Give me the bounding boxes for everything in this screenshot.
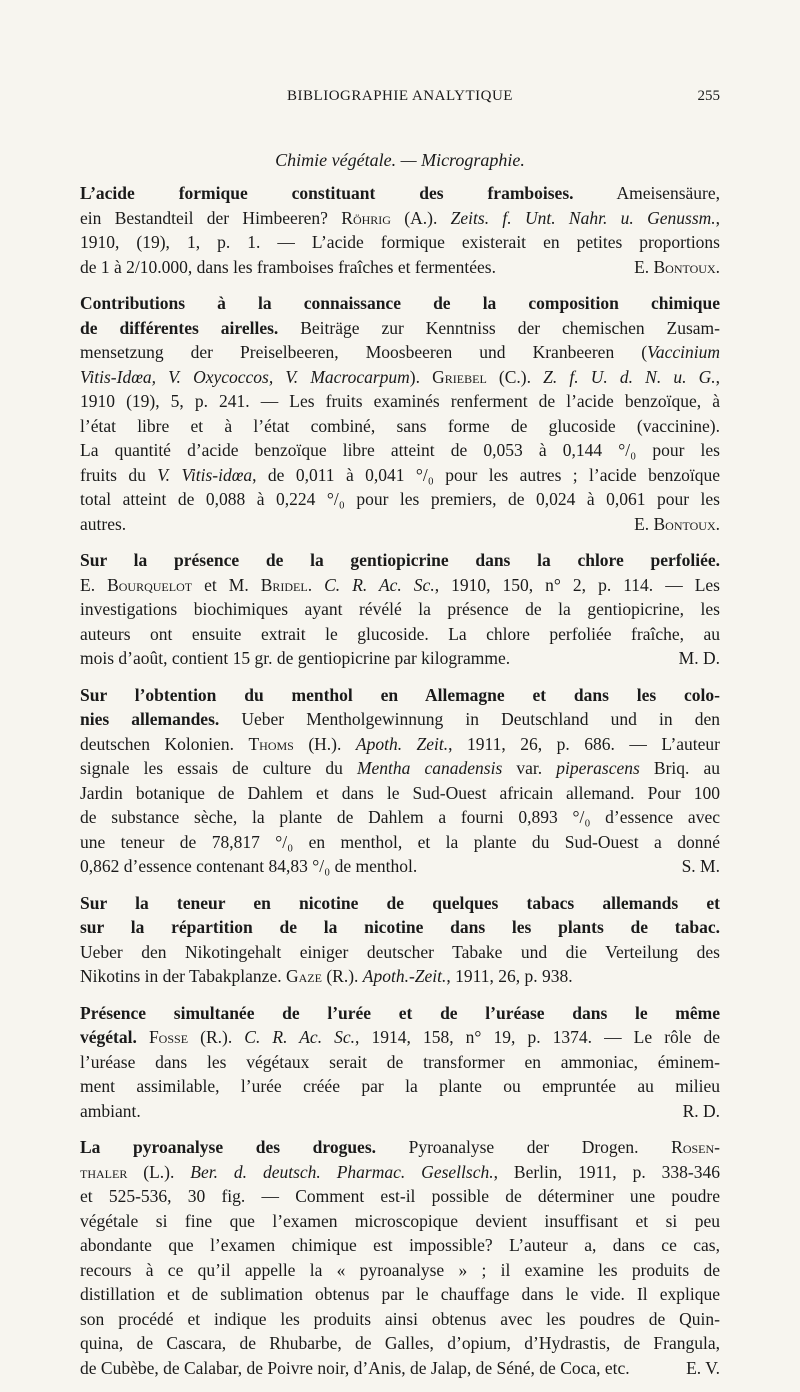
text-run: Apoth.-Zeit. bbox=[362, 966, 447, 986]
text-line bbox=[80, 1307, 720, 1332]
text-line bbox=[80, 830, 720, 855]
text-run: , 1910, 150, n° 2, p. 114. — Les bbox=[434, 574, 720, 595]
text-line bbox=[80, 206, 720, 231]
text-line bbox=[80, 964, 720, 989]
text-line bbox=[80, 389, 720, 414]
text-run bbox=[137, 1027, 149, 1047]
text-run: (C.). bbox=[486, 366, 544, 387]
text-line bbox=[80, 1160, 720, 1185]
page-header bbox=[80, 88, 720, 112]
text-run: C. R. Ac. Sc. bbox=[244, 1027, 356, 1047]
text-run: Ueber Mentholgewinnung in Deutschland und in den bbox=[219, 709, 720, 729]
text-run: (H.). bbox=[293, 733, 356, 754]
text-line bbox=[80, 181, 720, 206]
abstract-entry bbox=[80, 891, 720, 989]
text-run: ein Bestandteil der Himbeeren? bbox=[80, 207, 342, 228]
text-line bbox=[80, 854, 720, 879]
text-run: Apoth. Zeit. bbox=[355, 733, 449, 754]
author-signature: E. V. bbox=[686, 1357, 720, 1378]
text-line bbox=[80, 1099, 720, 1124]
abstract-entry bbox=[80, 683, 720, 879]
text-line bbox=[80, 438, 720, 463]
text-run: abondante que l’examen chimique est impossible? L’auteur a, dans ce cas, bbox=[80, 1235, 720, 1255]
text-run: distillation et de sublimation obtenus par le chauffage dans le vide. Il explique bbox=[80, 1284, 720, 1304]
text-line bbox=[80, 732, 720, 757]
text-run: Mentha canadensis bbox=[356, 758, 503, 778]
text-run: et M. bbox=[192, 574, 261, 595]
text-line bbox=[80, 707, 720, 732]
text-run: Bourquelot bbox=[107, 574, 193, 595]
abstract-entry bbox=[80, 548, 720, 671]
text-run: sur la répartition de la nicotine dans les plants de tabac. bbox=[80, 917, 720, 937]
text-run: Pyroanalyse der Drogen. bbox=[376, 1137, 672, 1157]
text-run: Présence simultanée de l’urée et de l’uréase dans le même bbox=[80, 1002, 720, 1023]
text-line bbox=[80, 597, 720, 622]
text-run: La pyroanalyse des drogues. bbox=[80, 1137, 377, 1157]
text-line bbox=[80, 365, 720, 390]
text-run: l’uréase dans les végétaux serait de transformer en ammoniac, éminem- bbox=[80, 1051, 720, 1072]
text-run: recours à ce qu’il appelle la « pyroanalyse » ; il examine les produits de bbox=[80, 1259, 720, 1280]
text-run: nies allemandes. bbox=[80, 709, 220, 729]
text-line bbox=[80, 340, 720, 365]
text-run: Ber. d. deutsch. Pharmac. Gesellsch. bbox=[190, 1161, 494, 1182]
text-line bbox=[80, 1356, 720, 1381]
text-line bbox=[80, 316, 720, 341]
text-run: investigations biochimiques ayant révélé la présence de la gentiopicrine, les bbox=[80, 599, 720, 619]
text-run: C. R. Ac. Sc. bbox=[324, 574, 435, 595]
text-run: Gaze bbox=[285, 966, 322, 986]
text-run: Thoms bbox=[248, 733, 294, 754]
text-line bbox=[80, 940, 720, 965]
text-run: Fosse bbox=[148, 1027, 189, 1047]
text-line bbox=[80, 781, 720, 806]
text-line bbox=[80, 756, 720, 781]
text-run: fruits du bbox=[80, 464, 158, 485]
author-signature: E. Bontoux. bbox=[634, 513, 720, 534]
text-run: ambiant. bbox=[80, 1100, 141, 1121]
text-run: , bbox=[715, 366, 720, 387]
text-run: végétal. bbox=[80, 1027, 137, 1047]
text-run: var. bbox=[502, 758, 557, 778]
text-run: piperascens bbox=[556, 758, 640, 778]
text-run: (A.). bbox=[390, 207, 451, 228]
abstract-entry bbox=[80, 1135, 720, 1380]
text-run: mensetzung der Preiselbeeren, Moosbeeren und Kranbeeren ( bbox=[80, 342, 648, 362]
text-run: V. Vitis-idœa bbox=[157, 464, 253, 485]
text-line bbox=[80, 512, 720, 537]
text-run: Ueber den Nikotingehalt einiger deutscher Tabake und die Verteilung des bbox=[80, 941, 720, 962]
text-line bbox=[80, 1258, 720, 1283]
text-run: de Cubèbe, de Calabar, de Poivre noir, d’Anis, de Jalap, de Séné, de Coca, etc. bbox=[80, 1357, 630, 1378]
text-line bbox=[80, 1184, 720, 1209]
text-run: végétale si fine que l’examen microscopique devient insuffisant et si peu bbox=[80, 1210, 720, 1231]
text-run: La quantité d’acide benzoïque libre atteint de 0,053 à 0,144 °/₀ pour les bbox=[80, 440, 720, 460]
text-run: de différentes airelles. bbox=[80, 317, 279, 338]
text-line bbox=[80, 291, 720, 316]
text-run: , 1911, 26, p. 686. — L’auteur bbox=[448, 733, 720, 754]
text-line bbox=[80, 487, 720, 512]
author-signature: R. D. bbox=[682, 1100, 720, 1121]
text-run: une teneur de 78,817 °/₀ en menthol, et la plante du Sud-Ouest a donné bbox=[80, 831, 720, 852]
text-line bbox=[80, 230, 720, 255]
text-run: de substance sèche, la plante de Dahlem a fourni 0,893 °/₀ d’essence avec bbox=[80, 807, 720, 827]
text-run: Rosen- bbox=[671, 1137, 720, 1157]
text-run: Beiträge zur Kenntniss der chemischen Zusam- bbox=[278, 317, 720, 338]
text-run: Sur l’obtention du menthol en Allemagne et dans les colo- bbox=[80, 684, 720, 705]
text-line bbox=[80, 1001, 720, 1026]
text-run: Sur la présence de la gentiopicrine dans la chlore perfoliée. bbox=[80, 550, 720, 570]
text-line bbox=[80, 891, 720, 916]
text-run: Vitis-Idœa, V. Oxycoccos, V. Macrocarpum bbox=[80, 366, 410, 387]
text-line bbox=[80, 463, 720, 488]
text-line bbox=[80, 255, 720, 280]
text-run: Ameisensäure, bbox=[573, 183, 720, 203]
text-run: auteurs ont ensuite extrait le glucoside. La chlore perfoliée fraîche, au bbox=[80, 623, 720, 644]
text-run: Bridel bbox=[260, 574, 308, 595]
text-line bbox=[80, 414, 720, 439]
text-run: , bbox=[715, 207, 720, 228]
text-line bbox=[80, 573, 720, 598]
text-run: Zeits. f. Unt. Nahr. u. Genussm. bbox=[450, 207, 716, 228]
text-run: autres. bbox=[80, 513, 127, 534]
text-line bbox=[80, 1209, 720, 1234]
text-run: et 525-536, 30 fig. — Comment est-il possible de déterminer une poudre bbox=[80, 1186, 720, 1206]
text-run: thaler bbox=[80, 1161, 128, 1182]
text-line bbox=[80, 1282, 720, 1307]
author-signature: E. Bontoux. bbox=[634, 256, 720, 277]
text-line bbox=[80, 683, 720, 708]
text-run: Sur la teneur en nicotine de quelques tabacs allemands et bbox=[80, 892, 720, 913]
text-run: (R.). bbox=[321, 966, 363, 986]
text-run: E. bbox=[80, 574, 108, 595]
author-signature: M. D. bbox=[678, 648, 720, 668]
text-run: Griebel bbox=[432, 366, 487, 387]
text-run: L’acide formique constituant des framboises. bbox=[80, 183, 574, 203]
text-run: 1910 (19), 5, p. 241. — Les fruits examinés renferment de l’acide benzoïque, à bbox=[80, 391, 720, 411]
text-run: , de 0,011 à 0,041 °/₀ pour les autres ; l’acide benzoïque bbox=[252, 464, 720, 485]
text-run: Nikotins in der Tabakplanze. bbox=[80, 966, 286, 986]
text-run: (L.). bbox=[127, 1161, 191, 1182]
text-line bbox=[80, 1050, 720, 1075]
text-run: , 1911, 26, p. 938. bbox=[446, 966, 573, 986]
page-number: 255 bbox=[697, 88, 720, 104]
text-run: signale les essais de culture du bbox=[80, 758, 357, 778]
text-run: Contributions à la connaissance de la composition chimique bbox=[80, 293, 720, 313]
text-line bbox=[80, 622, 720, 647]
text-line bbox=[80, 805, 720, 830]
article-body bbox=[80, 181, 720, 1392]
text-line bbox=[80, 1135, 720, 1160]
text-run: Röhrig bbox=[341, 207, 391, 228]
text-run: l’état libre et à l’état combiné, sans forme de glucoside (vaccinine). bbox=[80, 415, 720, 436]
section-heading: Chimie végétale. — Micrographie. bbox=[275, 150, 525, 170]
text-run: . bbox=[307, 574, 325, 595]
text-run: deutschen Kolonien. bbox=[80, 733, 249, 754]
text-run: de 1 à 2/10.000, dans les framboises fraîches et fermentées. bbox=[80, 256, 496, 277]
text-run: total atteint de 0,088 à 0,224 °/₀ pour les premiers, de 0,024 à 0,061 pour les bbox=[80, 489, 720, 509]
text-run: , Berlin, 1911, p. 338-346 bbox=[493, 1161, 720, 1182]
abstract-entry bbox=[80, 1001, 720, 1124]
text-line bbox=[80, 1025, 720, 1050]
text-line bbox=[80, 915, 720, 940]
text-line bbox=[80, 1233, 720, 1258]
text-line bbox=[80, 1331, 720, 1356]
text-run: Jardin botanique de Dahlem et dans le Sud-Ouest africain allemand. Pour 100 bbox=[80, 782, 720, 803]
text-run: ment assimilable, l’urée créée par la plante ou empruntée au milieu bbox=[80, 1076, 720, 1096]
author-signature: S. M. bbox=[681, 856, 720, 876]
text-run: Briq. au bbox=[639, 758, 720, 778]
text-run: quina, de Cascara, de Rhubarbe, de Galles, d’opium, d’Hydrastis, de Frangula, bbox=[80, 1333, 720, 1353]
text-run: 0,862 d’essence contenant 84,83 °/₀ de menthol. bbox=[80, 856, 418, 876]
text-run: mois d’août, contient 15 gr. de gentiopicrine par kilogramme. bbox=[80, 648, 511, 668]
text-run: Vaccinium bbox=[647, 342, 720, 362]
text-line bbox=[80, 548, 720, 573]
text-run: (R.). bbox=[188, 1027, 245, 1047]
text-run: 1910, (19), 1, p. 1. — L’acide formique existerait en petites proportions bbox=[80, 232, 720, 252]
text-run: , 1914, 158, n° 19, p. 1374. — Le rôle de bbox=[355, 1027, 720, 1047]
abstract-entry bbox=[80, 181, 720, 279]
text-run: ). bbox=[409, 366, 433, 387]
text-run: son procédé et indique les produits ainsi obtenus avec les poudres de Quin- bbox=[80, 1308, 720, 1329]
text-line bbox=[80, 646, 720, 671]
text-line bbox=[80, 1074, 720, 1099]
running-title: BIBLIOGRAPHIE ANALYTIQUE bbox=[287, 88, 513, 104]
text-run: Z. f. U. d. N. u. G. bbox=[543, 366, 716, 387]
abstract-entry bbox=[80, 291, 720, 536]
